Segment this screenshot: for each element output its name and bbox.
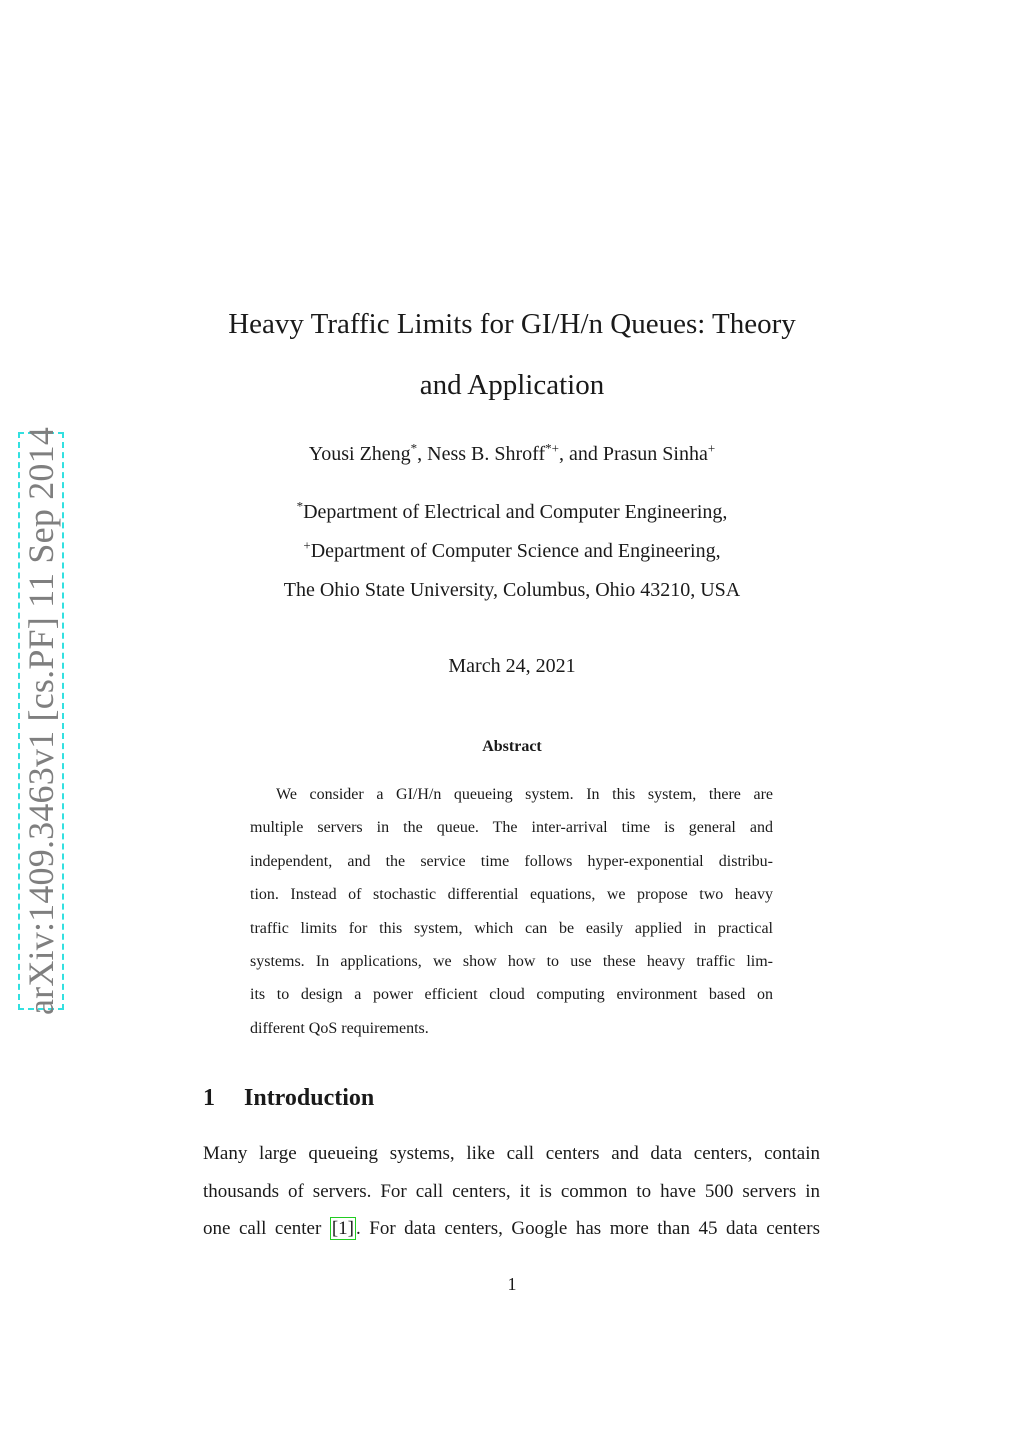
affiliation-text: Department of Electrical and Computer Engineering, xyxy=(303,501,728,523)
intro-line xyxy=(203,1218,820,1256)
paper-title-line-1: Heavy Traffic Limits for GI/H/n Queues: Theory xyxy=(228,308,796,340)
abstract-body xyxy=(250,778,773,1045)
page-number: 1 xyxy=(507,1274,517,1294)
abstract-line: different QoS requirements. xyxy=(250,1019,429,1037)
abstract-line: multiple servers in the queue. The inter-arrival time is general and xyxy=(250,819,773,837)
section-heading xyxy=(203,1085,374,1112)
intro-paragraph xyxy=(203,1143,820,1256)
abstract-line: systems. In applications, we show how to use these heavy traffic lim- xyxy=(250,952,773,970)
author-mark: *+ xyxy=(545,440,559,456)
intro-text: one call center xyxy=(203,1218,330,1240)
affiliation-mark: + xyxy=(303,537,311,553)
arxiv-stamp-text: arXiv:1409.3463v1 [cs.PF] 11 Sep 2014 xyxy=(21,426,61,1016)
author-name: , and Prasun Sinha xyxy=(558,443,708,465)
author-mark: + xyxy=(707,440,716,456)
affiliation-mark: * xyxy=(296,498,304,514)
paper-date: March 24, 2021 xyxy=(448,655,576,677)
abstract-line: We consider a GI/H/n queueing system. In this system, there are xyxy=(276,786,773,803)
intro-text: . For data centers, Google has more than 45 data centers xyxy=(355,1218,820,1240)
abstract-line: independent, and the service time follows hyper-exponential distribu- xyxy=(250,852,773,870)
affiliation-3: The Ohio State University, Columbus, Ohio 43210, USA xyxy=(283,579,741,601)
intro-line: Many large queueing systems, like call centers and data centers, contain xyxy=(203,1143,820,1164)
author-list xyxy=(0,440,1024,466)
author-name: Yousi Zheng xyxy=(308,443,411,465)
abstract-line: tion. Instead of stochastic differential equations, we propose two heavy xyxy=(250,886,773,904)
abstract-line: its to design a power efficient cloud computing environment based on xyxy=(250,986,773,1004)
paper-title-line-2: and Application xyxy=(419,369,605,401)
citation-link[interactable]: [1] xyxy=(331,1218,354,1240)
affiliation-text: Department of Computer Science and Engineering, xyxy=(310,540,721,562)
abstract-line: traffic limits for this system, which can be easily applied in practical xyxy=(250,919,773,937)
author-name: , Ness B. Shroff xyxy=(417,443,546,465)
intro-line: thousands of servers. For call centers, it is common to have 500 servers in xyxy=(203,1180,820,1202)
author-mark: * xyxy=(410,440,418,456)
affiliation-1 xyxy=(0,498,1024,524)
affiliation-2 xyxy=(0,537,1024,563)
section-title: Introduction xyxy=(244,1085,375,1111)
abstract-heading: Abstract xyxy=(482,738,542,755)
section-number: 1 xyxy=(203,1085,215,1111)
